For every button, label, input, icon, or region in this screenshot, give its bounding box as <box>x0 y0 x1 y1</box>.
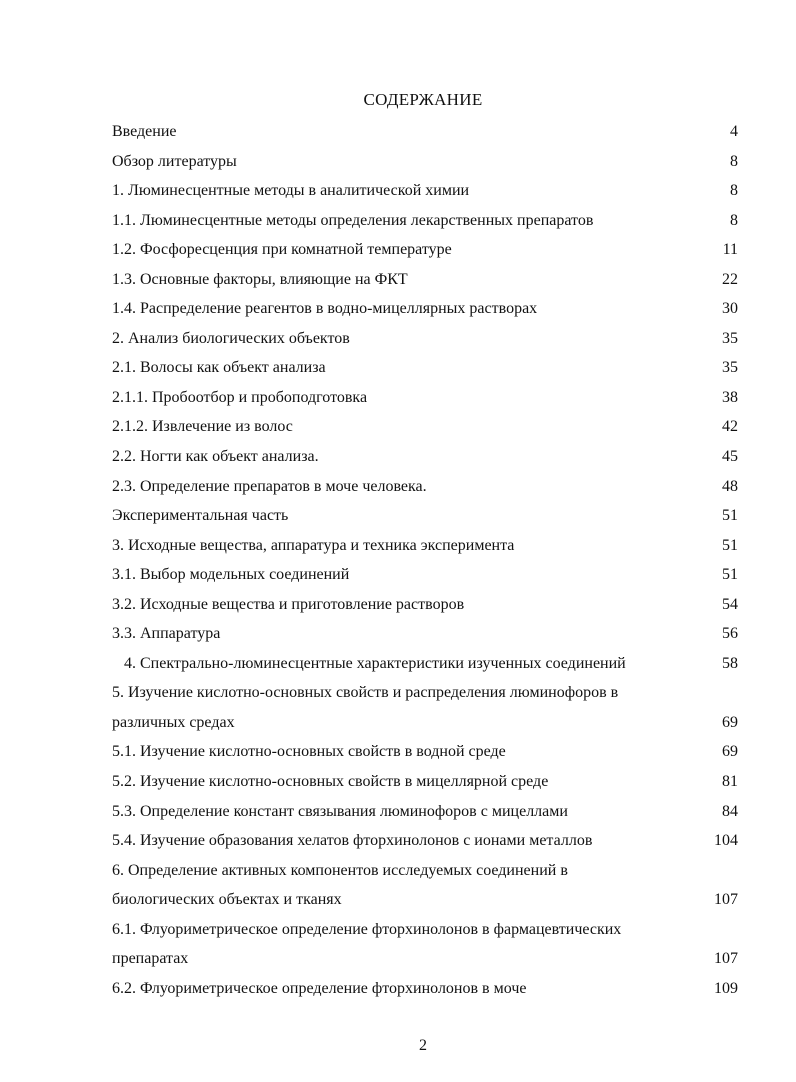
toc-entry-page: 30 <box>722 300 738 318</box>
toc-entry-page: 8 <box>730 211 738 229</box>
toc-entry-text: 5.3. Определение констант связывания люминофоров с мицеллами <box>112 802 568 820</box>
toc-entry <box>112 324 742 354</box>
toc-entry-text: 2.3. Определение препаратов в моче человека. <box>112 477 427 495</box>
toc-entry-text: 2.2. Ногти как объект анализа. <box>112 448 319 466</box>
toc-entry-page: 38 <box>722 388 738 406</box>
toc-entry <box>112 147 742 177</box>
toc-entry-text: 3.1. Выбор модельных соединений <box>112 566 350 584</box>
toc-entry <box>112 560 742 590</box>
toc-entry-text: различных средах <box>112 713 235 731</box>
toc-entry-page: 11 <box>722 241 738 259</box>
toc-entry-page: 8 <box>730 182 738 200</box>
toc-entry-text: 1.4. Распределение реагентов в водно-мицеллярных растворах <box>112 300 538 318</box>
toc-entry-text: биологических объектах и тканях <box>112 891 342 909</box>
toc-entry-text: 4. Спектрально-люминесцентные характеристики изученных соединений <box>124 654 626 672</box>
toc-entry-text: 2.1.1. Пробоотбор и пробоподготовка <box>112 388 368 406</box>
toc-entry <box>112 856 742 886</box>
toc-entry-text: 2.1. Волосы как объект анализа <box>112 359 326 377</box>
toc-entry <box>112 767 742 797</box>
toc-entry <box>112 678 742 708</box>
toc-entry <box>112 649 742 679</box>
toc-entry-text: 1. Люминесцентные методы в аналитической химии <box>112 182 470 200</box>
toc-entry-page: 8 <box>730 152 738 170</box>
toc-entry <box>112 501 742 531</box>
toc-entry-text: 5. Изучение кислотно-основных свойств и распределения люминофоров в <box>112 684 619 702</box>
toc-entry <box>112 472 742 502</box>
toc-entry-text: Введение <box>112 123 177 140</box>
toc-entry <box>112 885 742 915</box>
page-number: 2 <box>419 1037 427 1054</box>
toc-entry <box>112 383 742 413</box>
toc-entry <box>112 915 742 945</box>
toc-entry-page: 51 <box>722 566 738 584</box>
toc-entry-page: 4 <box>730 123 738 140</box>
table-of-contents <box>112 117 742 1003</box>
toc-entry-text: 5.1. Изучение кислотно-основных свойств в водной среде <box>112 743 506 761</box>
toc-entry-page: 35 <box>722 329 738 347</box>
toc-entry <box>112 708 742 738</box>
toc-entry-page: 104 <box>714 832 738 850</box>
toc-entry-page: 84 <box>722 802 738 820</box>
toc-entry <box>112 974 742 1004</box>
toc-entry <box>112 442 742 472</box>
toc-entry-page: 69 <box>722 713 738 731</box>
toc-entry-page: 107 <box>714 891 738 909</box>
toc-entry <box>112 176 742 206</box>
toc-entry-page: 56 <box>722 625 738 643</box>
toc-entry-text: 3. Исходные вещества, аппаратура и техника эксперимента <box>112 536 515 554</box>
toc-entry-page: 107 <box>714 950 738 968</box>
toc-entry-page: 48 <box>722 477 738 495</box>
toc-entry-page: 69 <box>722 743 738 761</box>
toc-entry <box>112 294 742 324</box>
toc-entry <box>112 353 742 383</box>
toc-entry-page: 45 <box>722 448 738 466</box>
toc-entry-page: 51 <box>722 507 738 525</box>
toc-entry-text: 1.3. Основные факторы, влияющие на ФКТ <box>112 270 408 288</box>
toc-entry <box>112 737 742 767</box>
page-title: СОДЕРЖАНИЕ <box>363 90 483 109</box>
toc-entry-text: 6.2. Флуориметрическое определение фторхинолонов в моче <box>112 979 527 997</box>
toc-entry-page: 109 <box>714 979 738 997</box>
toc-entry-text: 1.2. Фосфоресценция при комнатной температуре <box>112 241 452 259</box>
toc-entry-page: 22 <box>722 270 738 288</box>
toc-entry-text: Экспериментальная часть <box>112 507 289 525</box>
toc-entry-page: 81 <box>722 773 738 791</box>
toc-entry-page: 35 <box>722 359 738 377</box>
toc-entry-text: 6.1. Флуориметрическое определение фторхинолонов в фармацевтических <box>112 920 622 938</box>
toc-entry-text: 3.3. Аппаратура <box>112 625 221 643</box>
toc-entry-text: 1.1. Люминесцентные методы определения лекарственных препаратов <box>112 211 594 229</box>
toc-entry <box>112 531 742 561</box>
toc-entry <box>112 117 742 147</box>
toc-entry-text: 6. Определение активных компонентов исследуемых соединений в <box>112 861 568 879</box>
toc-entry-page: 51 <box>722 536 738 554</box>
toc-entry-text: 2. Анализ биологических объектов <box>112 329 350 347</box>
toc-entry-text: 2.1.2. Извлечение из волос <box>112 418 293 436</box>
toc-entry-text: 5.4. Изучение образования хелатов фторхинолонов с ионами металлов <box>112 832 593 850</box>
toc-entry <box>112 797 742 827</box>
toc-entry <box>112 619 742 649</box>
toc-entry <box>112 826 742 856</box>
toc-entry-text: препаратах <box>112 950 189 968</box>
toc-entry-page: 42 <box>722 418 738 436</box>
toc-entry-text: Обзор литературы <box>112 152 237 170</box>
toc-entry <box>112 590 742 620</box>
toc-entry-page: 54 <box>722 595 738 613</box>
toc-entry <box>112 944 742 974</box>
toc-entry-text: 5.2. Изучение кислотно-основных свойств в мицеллярной среде <box>112 773 549 791</box>
toc-entry <box>112 206 742 236</box>
toc-entry-text: 3.2. Исходные вещества и приготовление растворов <box>112 595 465 613</box>
toc-entry <box>112 265 742 295</box>
toc-entry-page: 58 <box>722 654 738 672</box>
toc-entry <box>112 412 742 442</box>
toc-entry <box>112 235 742 265</box>
